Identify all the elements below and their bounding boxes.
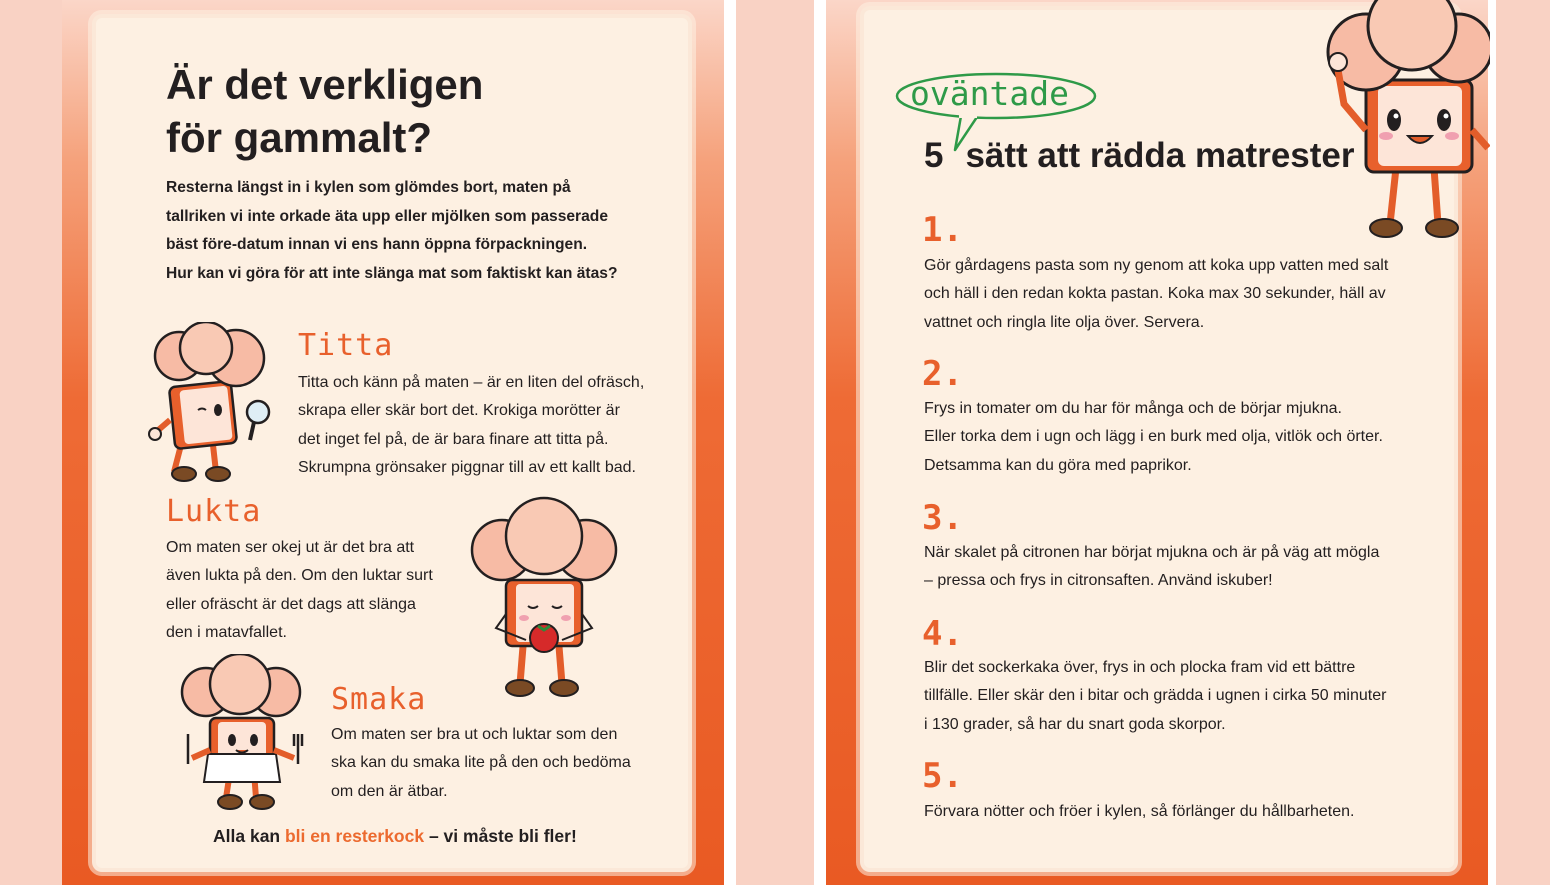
- tip-text: [924, 798, 1354, 826]
- page-gutter-inner: [736, 0, 814, 885]
- tip-text: [924, 395, 1383, 480]
- text-line: Titta och känn på maten – är en liten del ofräsch,: [298, 374, 645, 391]
- tip-text: [924, 654, 1386, 739]
- text-line: När skalet på citronen har börjat mjukna och är på väg att mögla: [924, 544, 1380, 561]
- tip-number: 2.: [922, 354, 963, 394]
- text-line: Förvara nötter och fröer i kylen, så förlänger du hållbarheten.: [924, 803, 1355, 820]
- tip-text: [924, 252, 1388, 337]
- text-line: även lukta på den. Om den luktar surt: [166, 567, 433, 585]
- text-line: Om maten ser okej ut är det bra att: [166, 539, 415, 556]
- text-line: Detsamma kan du göra med paprikor.: [924, 456, 1192, 474]
- chef-fork-knife-icon: [176, 654, 312, 812]
- tip-number: 4.: [922, 614, 963, 654]
- text-line: om den är ätbar.: [331, 782, 448, 800]
- text-line: skrapa eller skär bort det. Krokiga morötter är: [298, 402, 620, 420]
- intro-line: Resterna längst in i kylen som glömdes bort, maten på: [166, 179, 571, 196]
- text-line: den i matavfallet.: [166, 623, 287, 641]
- bubble-word: oväntade: [910, 74, 1069, 113]
- text-line: och häll i den redan kokta pastan. Koka max 30 sekunder, häll av: [924, 285, 1386, 303]
- text-line: Gör gårdagens pasta som ny genom att koka upp vatten med salt: [924, 257, 1389, 274]
- tip-number: 3.: [922, 498, 963, 538]
- footer-accent: bli en resterkock: [284, 826, 425, 846]
- text-line: eller ofräscht är det dags att slänga: [166, 595, 416, 613]
- section-heading-titta: Titta: [298, 328, 394, 363]
- intro-line: tallriken vi inte orkade äta upp eller mjölken som passerade: [166, 207, 608, 225]
- chef-magnifier-icon: [146, 322, 278, 486]
- text-line: tillfälle. Eller skär den i bitar och grädda i ugnen i cirka 50 minuter: [924, 687, 1387, 705]
- right-title: [924, 134, 1355, 178]
- section-heading-smaka: Smaka: [331, 682, 427, 717]
- text-line: i 130 grader, så har du snart goda skorpor.: [924, 715, 1226, 733]
- title-line-2: för gammalt?: [166, 114, 433, 161]
- section-text-titta: [298, 369, 644, 482]
- chef-tomato-icon: [466, 494, 622, 700]
- text-line: – pressa och frys in citronsaften. Använd iskuber!: [924, 572, 1273, 590]
- intro-line: Hur kan vi göra för att inte slänga mat som faktiskt kan ätas?: [166, 264, 618, 282]
- intro-paragraph: [166, 174, 617, 288]
- text-line: ska kan du smaka lite på den och bedöma: [331, 754, 631, 772]
- tip-number: 1.: [922, 210, 963, 250]
- text-line: Eller torka dem i ugn och lägg i en burk med olja, vitlök och örter.: [924, 428, 1383, 446]
- title-number: 5: [924, 136, 944, 175]
- page-title: [166, 58, 483, 164]
- footer-post: – vi måste bli fler!: [424, 826, 577, 846]
- title-text: sätt att rädda matrester: [965, 136, 1355, 175]
- chef-waving-icon: [1324, 0, 1490, 244]
- tip-text: [924, 539, 1379, 596]
- text-line: Skrumpna grönsaker piggnar till av ett kallt bad.: [298, 458, 636, 476]
- text-line: vattnet och ringla lite olja över. Servera.: [924, 313, 1205, 331]
- text-line: Om maten ser bra ut och luktar som den: [331, 726, 618, 743]
- footer-pre: Alla kan: [213, 826, 285, 846]
- text-line: Frys in tomater om du har för många och de börjar mjukna.: [924, 400, 1342, 417]
- text-line: Blir det sockerkaka över, frys in och plocka fram vid ett bättre: [924, 659, 1356, 676]
- tip-number: 5.: [922, 756, 963, 796]
- footer-slogan: [213, 826, 577, 847]
- section-heading-lukta: Lukta: [166, 494, 262, 529]
- text-line: det inget fel på, de är bara finare att titta på.: [298, 430, 609, 448]
- title-line-1: Är det verkligen: [166, 61, 484, 108]
- section-text-lukta: [166, 534, 433, 647]
- intro-line: bäst före-datum innan vi ens hann öppna förpackningen.: [166, 236, 588, 253]
- section-text-smaka: [331, 721, 631, 806]
